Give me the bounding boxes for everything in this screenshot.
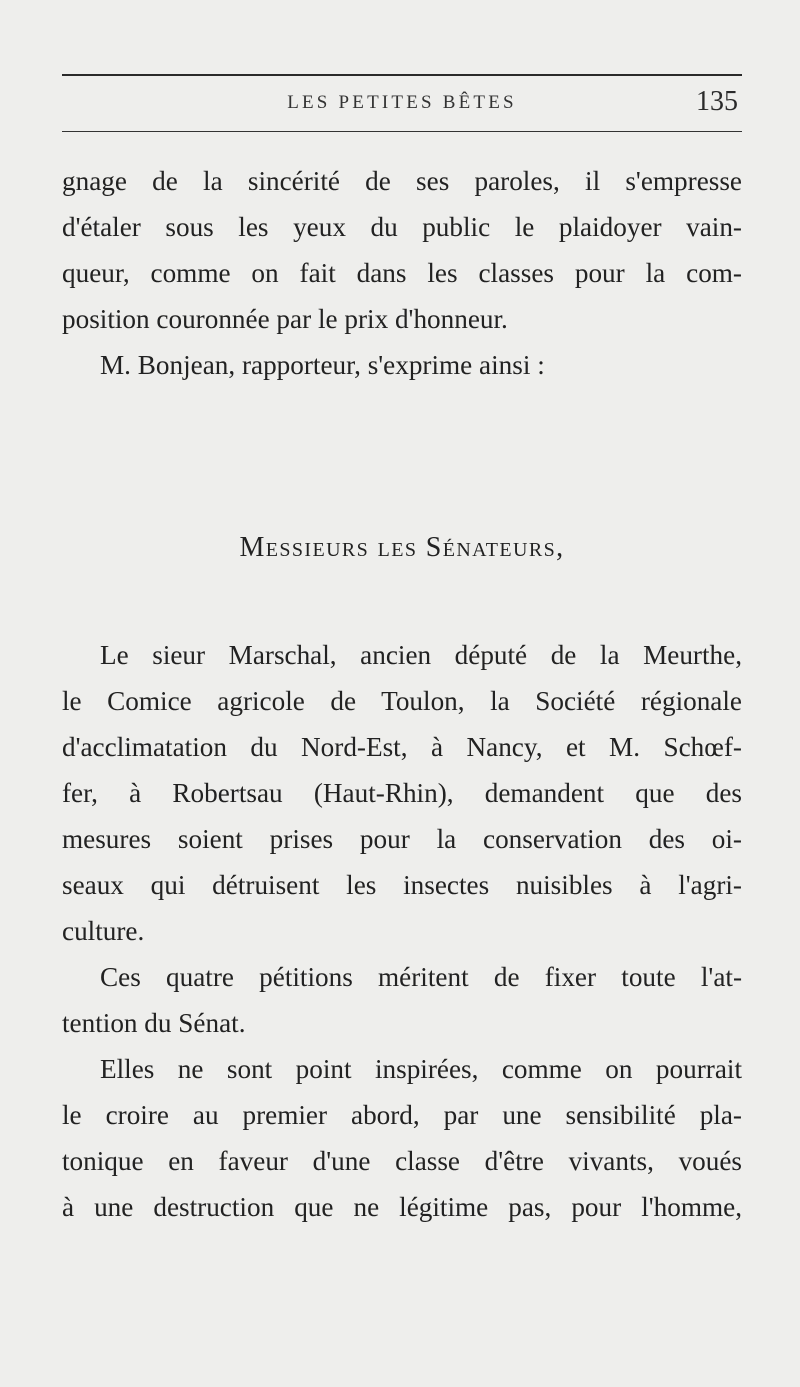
- paragraph: [62, 342, 742, 388]
- text-line: Elles ne sont point inspirées, comme on pourrait: [100, 1054, 742, 1084]
- page-number: 135: [696, 86, 738, 117]
- text-line: Ces quatre pétitions méritent de fixer toute l'at-: [100, 962, 742, 992]
- paragraph: [62, 632, 742, 954]
- text-line: d'acclimatation du Nord-Est, à Nancy, et M. Schœf-: [62, 732, 742, 762]
- paragraph: [62, 158, 742, 342]
- text-line: le Comice agricole de Toulon, la Société régionale: [62, 686, 742, 716]
- paragraph: [62, 954, 742, 1046]
- text-block-upper: [62, 158, 742, 388]
- text-line: position couronnée par le prix d'honneur.: [62, 304, 508, 334]
- text-line: tonique en faveur d'une classe d'être vivants, voués: [62, 1146, 742, 1176]
- salutation-heading: Messieurs les Sénateurs,: [239, 532, 565, 563]
- text-line: mesures soient prises pour la conservation des oi-: [62, 824, 742, 854]
- text-line: gnage de la sincérité de ses paroles, il s'empresse: [62, 166, 742, 196]
- text-line: culture.: [62, 916, 145, 946]
- text-block-lower: [62, 632, 742, 1230]
- text-line: queur, comme on fait dans les classes pour la com-: [62, 258, 742, 288]
- header-bottom-rule: [62, 131, 742, 132]
- text-line: seaux qui détruisent les insectes nuisibles à l'agri-: [62, 870, 742, 900]
- text-line: le croire au premier abord, par une sensibilité pla-: [62, 1100, 742, 1130]
- text-line: tention du Sénat.: [62, 1008, 246, 1038]
- running-title: LES PETITES BÊTES: [287, 92, 517, 113]
- text-line: à une destruction que ne légitime pas, pour l'homme,: [62, 1192, 742, 1222]
- running-head: [62, 88, 742, 122]
- text-line: M. Bonjean, rapporteur, s'exprime ainsi :: [100, 350, 545, 380]
- text-line: d'étaler sous les yeux du public le plaidoyer vain-: [62, 212, 742, 242]
- text-line: fer, à Robertsau (Haut-Rhin), demandent que des: [62, 778, 742, 808]
- paragraph: [62, 1046, 742, 1230]
- header-top-rule: [62, 74, 742, 76]
- text-line: Le sieur Marschal, ancien député de la Meurthe,: [100, 640, 742, 670]
